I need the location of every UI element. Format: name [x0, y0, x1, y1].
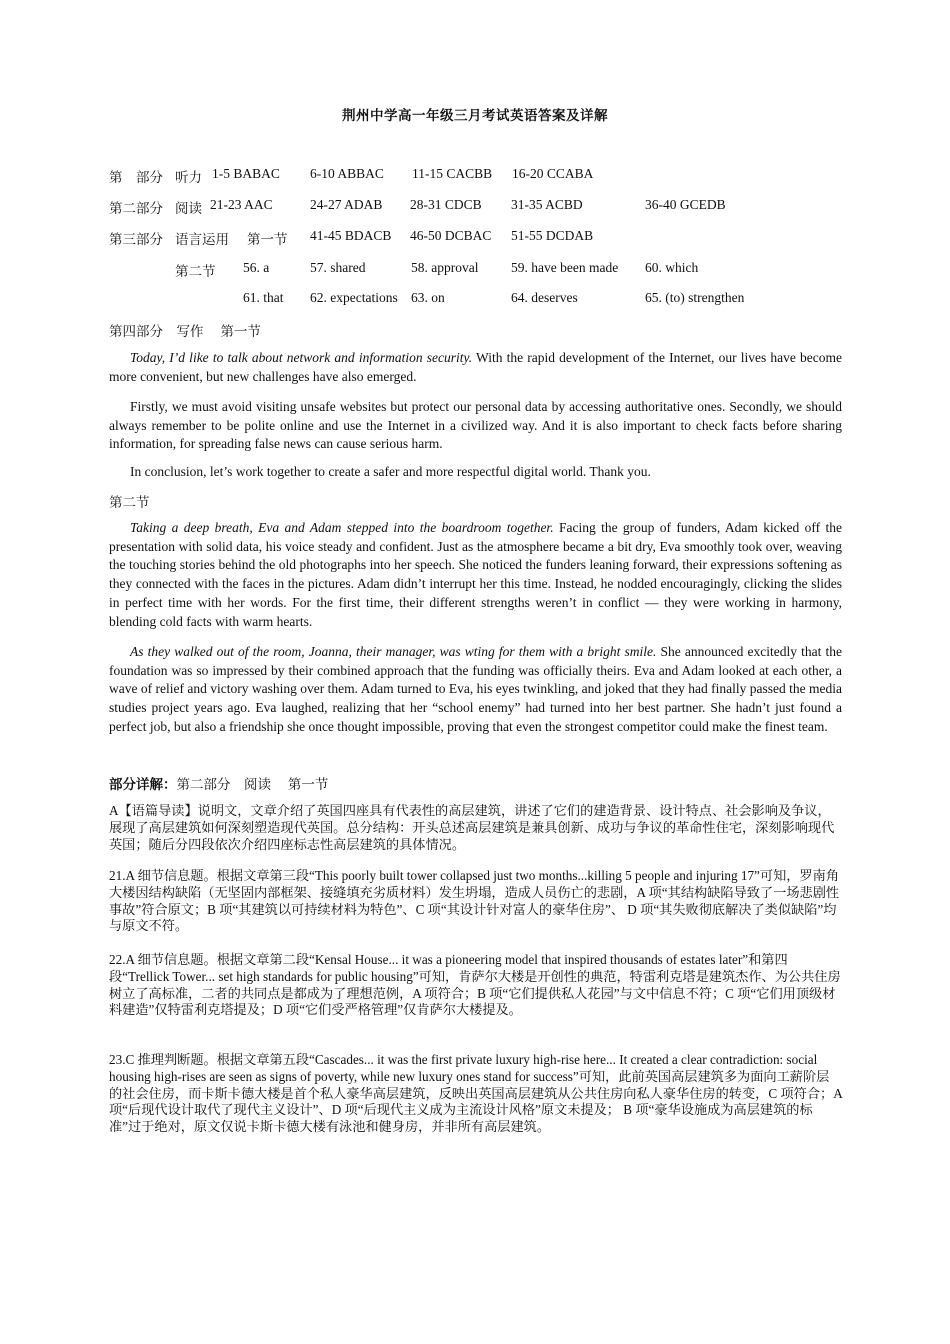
writing-heading: 第四部分 写作 第一节: [109, 324, 261, 339]
answer-cell: 65. (to) strengthen: [645, 290, 745, 305]
section-label: 语言运用: [175, 232, 229, 247]
question-23-explanation: 23.C 推理判断题。根据文章第五段“Cascades... it was the first private luxury high-rise here... It created a clear contradiction: social housing high-rises are seen as signs of poverty, while new luxury ones stand for success”可知，此前英国高层建筑多为面向工薪阶层的社会住房，而卡斯卡德大楼是首个私人豪华高层建筑，反映出英国高层建筑从公共住房向私人豪华住房的转变，C 项符合；A 项“后现代设计取代了现代主义设计”、D 项“后现代主义成为主流设计风格”原文未提及； B 项“豪华设施成为高层建筑的标准”过于绝对，原文仅说卡斯卡德大楼有泳池和健身房，并非所有高层建筑。: [109, 1052, 843, 1135]
subsection-label: 第二节: [175, 264, 216, 279]
story-opening-sentence: Taking a deep breath, Eva and Adam stepped into the boardroom together.: [130, 520, 554, 535]
section-label: 阅读: [175, 201, 202, 216]
answer-cell: 1-5 BABAC: [212, 166, 280, 181]
section-label: 听力: [175, 170, 202, 185]
answer-cell: 21-23 AAC: [210, 197, 273, 212]
question-21-explanation: 21.A 细节信息题。根据文章第三段“This poorly built tower collapsed just two months...killing 5 people and injuring 17”可知，罗南角大楼因结构缺陷（无坚固内部框架、接缝填充劣质材料）发生坍塌，造成人员伤亡的悲剧，A 项“其结构缺陷导致了一场悲剧性事故”符合原文；B 项“其建筑以可持续材料为特色”、C 项“其设计针对富人的豪华住房”、 D 项“其失败彻底解决了类似缺陷”均与原文不符。: [109, 868, 840, 934]
answer-cell: 60. which: [645, 260, 699, 275]
essay-paragraph-2: Firstly, we must avoid visiting unsafe websites but protect our personal data by accessing authoritative ones. Secondly, we should always remember to be polite online and use the Internet in a civilized way. And it is also important to check facts before sharing information, for spreading false news can cause serious harm.: [109, 399, 842, 452]
story-opening-sentence: As they walked out of the room, Joanna, their manager, was wting for them with a bright smile.: [130, 644, 657, 659]
answer-cell: 64. deserves: [511, 290, 578, 305]
essay-text: With the rapid development of the Internet, our lives have become more convenient, but new challenges have also emerged.: [109, 350, 842, 384]
answer-cell: 56. a: [243, 260, 270, 275]
story-text: She announced excitedly that the foundation was so impressed by their combined approach that the funding was officially theirs. Eva and Adam looked at each other, a wave of relief and victory washing over them. Adam turned to Eva, his eyes twinkling, and joked that they had finally passed the media studies project years ago. Eva laughed, realizing that her “school enemy” had turned into her best partner. She hadn’t just found a perfect job, but also a friendship she once thought impossible, proving that even the strongest competitor could make the finest team.: [109, 644, 842, 734]
document-title: 荆州中学高一年级三月考试英语答案及详解: [342, 108, 608, 123]
answer-cell: 63. on: [411, 290, 445, 305]
answer-cell: 61. that: [243, 290, 284, 305]
details-heading-text: 第二部分 阅读 第一节: [176, 777, 329, 792]
part-label: 第 部分: [109, 170, 163, 185]
answer-cell: 46-50 DCBAC: [410, 228, 492, 243]
answer-cell: 36-40 GCEDB: [645, 197, 726, 212]
answer-cell: 11-15 CACBB: [412, 166, 493, 181]
answer-cell: 24-27 ADAB: [310, 197, 383, 212]
subsection-label: 第一节: [247, 232, 288, 247]
answer-cell: 28-31 CDCB: [410, 197, 482, 212]
answer-cell: 31-35 ACBD: [511, 197, 583, 212]
question-22-explanation: 22.A 细节信息题。根据文章第二段“Kensal House... it was a pioneering model that inspired thousands of estates later”和第四段“Trellick Tower... set high standards for public housing”可知，肯萨尔大楼是开创性的典范，特雷利克塔是建筑杰作、为公共住房树立了高标准，二者的共同点是都成为了理想范例，A 项符合；B 项“它们提供私人花园”与文中信息不符；C 项“它们用顶级材料建造”仅特雷利克塔提及；D 项“它们受严格管理”仅肯萨尔大楼提及。: [109, 952, 841, 1018]
answer-cell: 16-20 CCABA: [512, 166, 594, 181]
answer-cell: 6-10 ABBAC: [310, 166, 384, 181]
details-heading: [109, 773, 328, 793]
answer-cell: 41-45 BDACB: [310, 228, 392, 243]
answer-cell: 51-55 DCDAB: [511, 228, 594, 243]
part-label: 第三部分: [109, 232, 163, 247]
story-text: Facing the group of funders, Adam kicked off the presentation with solid data, his voice steady and confident. Just as the atmosphere became a bit dry, Eva smoothly took over, weaving the touching stories behind the old photographs into her speech. She noticed the funders leaning forward, their expressions softening as they connected with the faces in the pictures. Adam didn’t interrupt her this time. Instead, he nodded encouragingly, clicking the slides in perfect time with her words. For the first time, their different strengths weren’t in conflict — they were working in harmony, blending cold facts with warm hearts.: [109, 520, 842, 629]
passage-intro: A【语篇导读】说明文，文章介绍了英国四座具有代表性的高层建筑，讲述了它们的建造背景、设计特点、社会影响及争议，展现了高层建筑如何深刻塑造现代英国。总分结构：开头总述高层建筑是兼具创新、成功与争议的革命性住宅，深刻影响现代英国；随后分四段依次介绍四座标志性高层建筑的具体情况。: [109, 803, 835, 852]
essay-opening-sentence: Today, I’d like to talk about network and information security.: [130, 350, 473, 365]
answer-cell: 57. shared: [310, 260, 366, 275]
essay-paragraph-1: [109, 349, 842, 386]
story-paragraph-2: [109, 643, 842, 737]
section2-heading: 第二节: [109, 495, 150, 510]
answer-cell: 58. approval: [411, 260, 479, 275]
part-label: 第二部分: [109, 201, 163, 216]
essay-paragraph-3: In conclusion, let’s work together to create a safer and more respectful digital world. Thank you.: [130, 464, 651, 479]
details-heading-bold: 部分详解：: [109, 777, 177, 792]
answer-cell: 62. expectations: [310, 290, 398, 305]
answer-cell: 59. have been made: [511, 260, 619, 275]
story-paragraph-1: [109, 519, 842, 631]
